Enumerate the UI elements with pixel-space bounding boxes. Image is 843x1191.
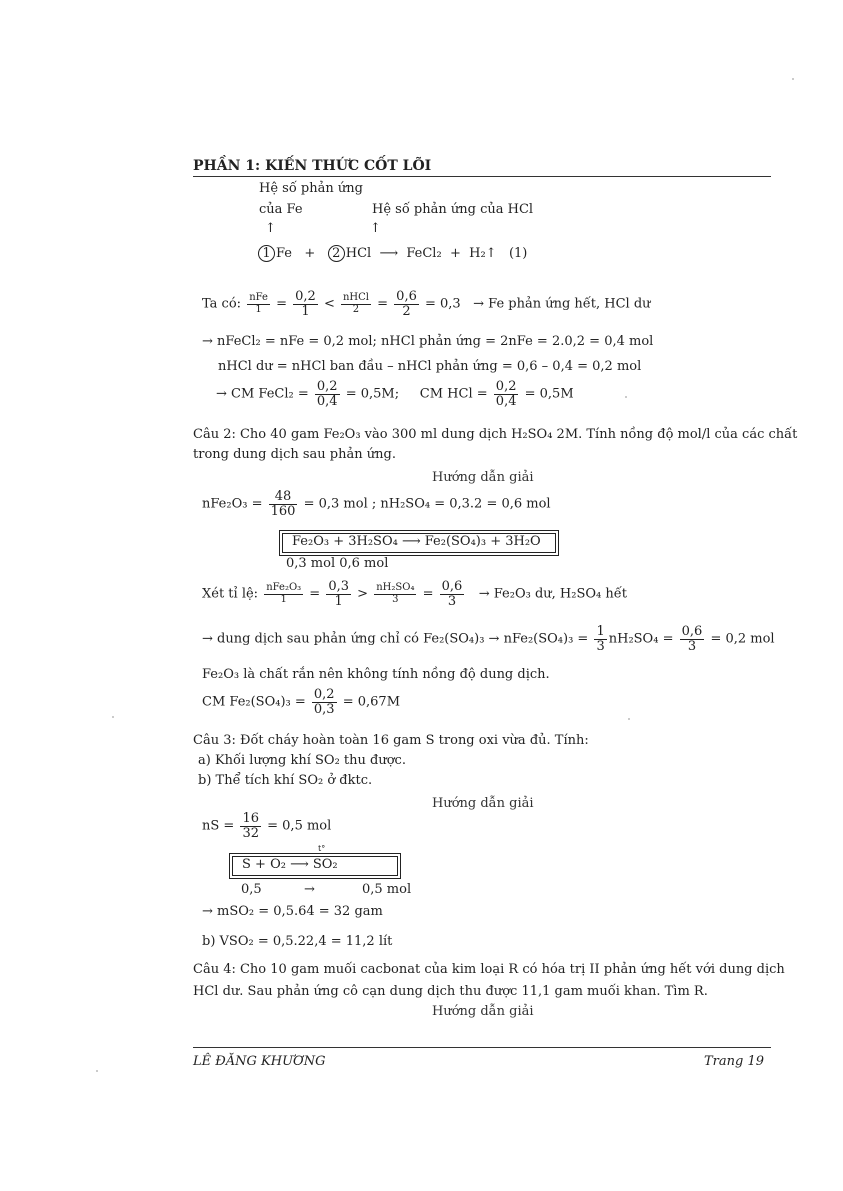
hcl-excess-line: nHCl dư = nHCl ban đầu – nHCl phản ứng = 0,6 – 0,4 = 0,2 mol: [218, 359, 642, 374]
cm-fe2so43-line: CM Fe₂(SO₄)₃ = $\frac{0,2}{0,3}$ = 0,67M: [202, 687, 401, 717]
question-2-line2: trong dung dịch sau phản ứng.: [193, 447, 396, 462]
diagram-label-hcl: Hệ số phản ứng của HCl: [372, 202, 534, 217]
section-title: PHẦN 1: KIẾN THỨC CỐT LÕI: [193, 158, 432, 174]
ns-line: nS = $\frac{16}{32}$ = 0,5 mol: [202, 811, 332, 841]
reaction-moles-3-right: 0,5 mol: [362, 882, 412, 897]
fe-ratio-line: Ta có: $\frac{\text{nFe}}{1}$ = $\frac{0,2}{1}$ < $\frac{\text{nHCl}}{2}$ = $\frac{0,6}{2}$ = 0,3 → Fe phản ứng hết, HCl dư: [202, 289, 651, 319]
footer-rule: [193, 1047, 771, 1048]
solution-result-line: → dung dịch sau phản ứng chỉ có Fe₂(SO₄)₃ → nFe₂(SO₄)₃ = $\frac{1}{3}$ nH₂SO₄ = $\frac{0,6}{3}$ = 0,2 mol: [202, 624, 775, 654]
guide-heading-3: Hướng dẫn giải: [432, 796, 534, 811]
scan-speck: [628, 718, 630, 720]
guide-heading-2: Hướng dẫn giải: [432, 470, 534, 485]
solid-note: Fe₂O₃ là chất rắn nên không tính nồng độ dung dịch.: [202, 667, 550, 682]
concentration-line: → CM FeCl₂ = $\frac{0,2}{0,4}$ = 0,5M; CM HCl = $\frac{0,2}{0,4}$ = 0,5M: [216, 379, 574, 409]
ratio-line-2: Xét tỉ lệ: $\frac{\text{nFe₂O₃}}{1}$ = $\frac{0,3}{1}$ > $\frac{\text{nH₂SO₄}}{3}$ = $\frac{0,6}{3}$ → Fe₂O₃ dư, H₂SO₄ hết: [202, 579, 627, 609]
diagram-label-fe-line2: của Fe: [259, 202, 303, 217]
scan-speck: [625, 396, 627, 398]
fe-moles-line: → nFeCl₂ = nFe = 0,2 mol; nHCl phản ứng = 2nFe = 2.0,2 = 0,4 mol: [202, 334, 654, 349]
scan-speck: [792, 78, 794, 80]
coefficient-hcl: 2: [328, 245, 345, 262]
question-4-line1: Câu 4: Cho 10 gam muối cacbonat của kim loại R có hóa trị II phản ứng hết với dung dịch: [193, 962, 785, 977]
question-4-line2: HCl dư. Sau phản ứng cô cạn dung dịch thu được 11,1 gam muối khan. Tìm R.: [193, 984, 708, 999]
reaction-moles-3-left: 0,5: [241, 882, 262, 897]
volume-so2-line: b) VSO₂ = 0,5.22,4 = 11,2 lít: [202, 934, 393, 949]
scan-speck: [112, 716, 114, 718]
scan-speck: [96, 1070, 98, 1072]
reaction-moles-2: 0,3 mol 0,6 mol: [286, 556, 389, 571]
question-2-line1: Câu 2: Cho 40 gam Fe₂O₃ vào 300 ml dung dịch H₂SO₄ 2M. Tính nồng độ mol/l của các chất: [193, 427, 798, 442]
up-arrow-icon: ↑: [370, 221, 381, 236]
temperature-label: t°: [318, 844, 326, 853]
footer-author: LÊ ĐĂNG KHƯƠNG: [193, 1054, 326, 1069]
coefficient-fe: 1: [258, 245, 275, 262]
header-rule: [193, 176, 771, 177]
fe2o3-moles-line: nFe₂O₃ = $\frac{48}{160}$ = 0,3 mol ; nH₂SO₄ = 0,3.2 = 0,6 mol: [202, 489, 551, 519]
footer-page-number: Trang 19: [704, 1054, 765, 1069]
reaction-fe-hcl: 1 Fe + 2 HCl ⟶ FeCl₂ + H₂↑ (1): [258, 245, 527, 262]
reaction-moles-3-arrow: →: [304, 882, 315, 897]
question-3: Câu 3: Đốt cháy hoàn toàn 16 gam S trong oxi vừa đủ. Tính:: [193, 733, 589, 748]
equation-fe2o3-h2so4: Fe₂O₃ + 3H₂SO₄ ⟶ Fe₂(SO₄)₃ + 3H₂O: [292, 534, 541, 549]
guide-heading-4: Hướng dẫn giải: [432, 1004, 534, 1019]
question-3b: b) Thể tích khí SO₂ ở đktc.: [198, 773, 373, 788]
question-3a: a) Khối lượng khí SO₂ thu được.: [198, 753, 406, 768]
mass-so2-line: → mSO₂ = 0,5.64 = 32 gam: [202, 904, 383, 919]
equation-s-o2: S + O₂ ⟶ SO₂: [242, 857, 338, 872]
diagram-label-fe-line1: Hệ số phản ứng: [259, 181, 363, 196]
up-arrow-icon: ↑: [265, 221, 276, 236]
